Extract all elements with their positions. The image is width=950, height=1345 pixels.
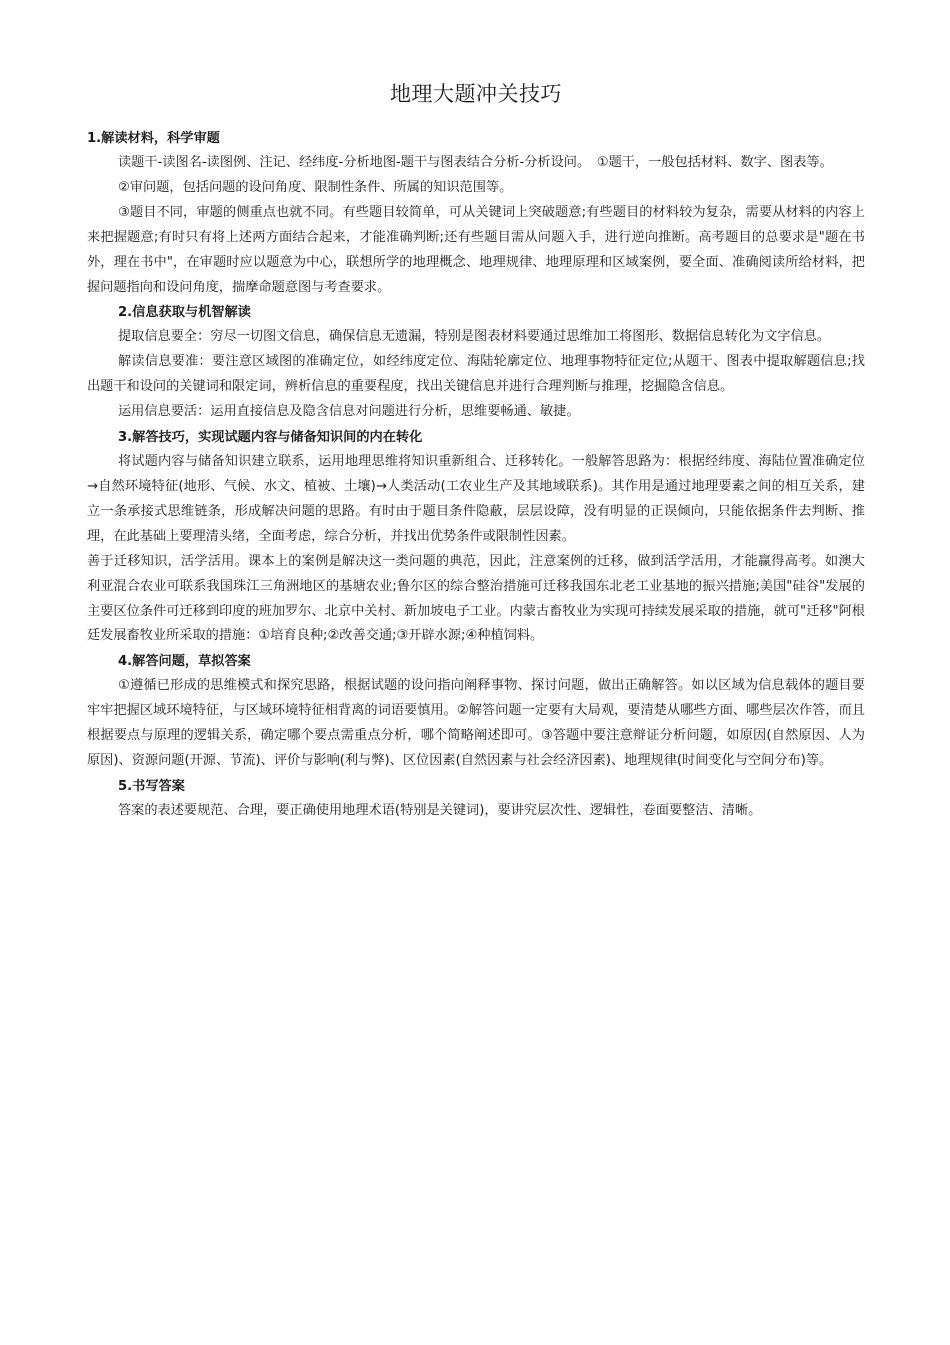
section-heading: 4.解答问题，草拟答案	[118, 654, 251, 670]
section-heading: 1.解读材料，科学审题	[87, 131, 220, 146]
section-heading: 3.解答技巧，实现试题内容与储备知识间的内在转化	[118, 430, 423, 446]
paragraph: 善于迁移知识，活学活用。课本上的案例是解决这一类问题的典范，因此，注意案例的迁移，做到活学活用，才能赢得高考。如澳大利亚混合农业可联系我国珠江三角洲地区的基塘农业;鲁尔区的综合整治措施可迁移我国东北老工业基地的振兴措施;美国"硅谷"发展的主要区位条件可迁移到印度的班加罗尔、北京中关村、新加坡电子工业。内蒙古畜牧业为实现可持续发展采取的措施，就可"迁移"阿根廷发展畜牧业所采取的措施：①培育良种;②改善交通;③开辟水源;④种植饲料。	[87, 553, 865, 644]
paragraph: 提取信息要全：穷尽一切图文信息，确保信息无遗漏，特别是图表材料要通过思维加工将图形、数据信息转化为文字信息。	[118, 329, 831, 345]
paragraph: 答案的表述要规范、合理，要正确使用地理术语(特别是关键词)，要讲究层次性、逻辑性，卷面要整洁、清晰。	[118, 802, 762, 818]
paragraph: ②审问题，包括问题的设问角度、限制性条件、所属的知识范围等。	[118, 179, 513, 195]
paragraph: ①遵循已形成的思维模式和探究思路，根据试题的设问指向阐释事物、探讨问题，做出正确解答。如以区域为信息载体的题目要牢牢把握区域环境特征，与区域环境特征相背离的词语要慎用。②解答问题一定要有大局观，要清楚从哪些方面、哪些层次作答，而且根据要点与原理的逻辑关系，确定哪个要点需重点分析，哪个简略阐述即可。③答题中要注意辩证分析问题，如原因(自然原因、人为原因)、资源问题(开源、节流)、评价与影响(利与弊)、区位因素(自然因素与社会经济因素)、地理规律(时间变化与空间分布)等。	[87, 678, 865, 769]
section-heading: 2.信息获取与机智解读	[118, 305, 251, 321]
section-heading: 5.书写答案	[118, 778, 185, 794]
section-1	[87, 126, 865, 300]
document-page	[87, 80, 865, 824]
paragraph: 解读信息要准：要注意区域图的准确定位，如经纬度定位、海陆轮廓定位、地理事物特征定位;从题干、图表中提取解题信息;找出题干和设问的关键词和限定词，辨析信息的重要程度，找出关键信息并进行合理判断与推理，挖掘隐含信息。	[87, 354, 865, 395]
document-title: 地理大题冲关技巧	[390, 82, 562, 106]
paragraph: 将试题内容与储备知识建立联系，运用地理思维将知识重新组合、迁移转化。一般解答思路为：根据经纬度、海陆位置准确定位→自然环境特征(地形、气候、水文、植被、土壤)→人类活动(工农业生产及其地域联系)。其作用是通过地理要素之间的相互关系，建立一条承接式思维链条，形成解决问题的思路。有时由于题目条件隐蔽，层层设障，没有明显的正误倾向，只能依据条件去判断、推理，在此基础上要理清头绪，全面考虑，综合分析，并找出优势条件或限制性因素。	[87, 454, 865, 544]
section-3	[87, 425, 865, 649]
section-2	[87, 300, 865, 425]
paragraph: 读题干-读图名-读图例、注记、经纬度-分析地图-题干与图表结合分析-分析设问。 ①题干，一般包括材料、数字、图表等。	[118, 155, 833, 170]
section-4	[87, 649, 865, 774]
section-5	[87, 774, 865, 824]
paragraph: 运用信息要活：运用直接信息及隐含信息对问题进行分析，思维要畅通、敏捷。	[118, 404, 580, 420]
paragraph: ③题目不同，审题的侧重点也就不同。有些题目较简单，可从关键词上突破题意;有些题目的材料较为复杂，需要从材料的内容上来把握题意;有时只有将上述两方面结合起来，才能准确判断;还有些题目需从问题入手，进行逆向推断。高考题目的总要求是"题在书外，理在书中"，在审题时应以题意为中心，联想所学的地理概念、地理规律、地理原理和区域案例，要全面、准确阅读所给材料，把握问题指向和设问角度，揣摩命题意图与考查要求。	[87, 204, 865, 295]
